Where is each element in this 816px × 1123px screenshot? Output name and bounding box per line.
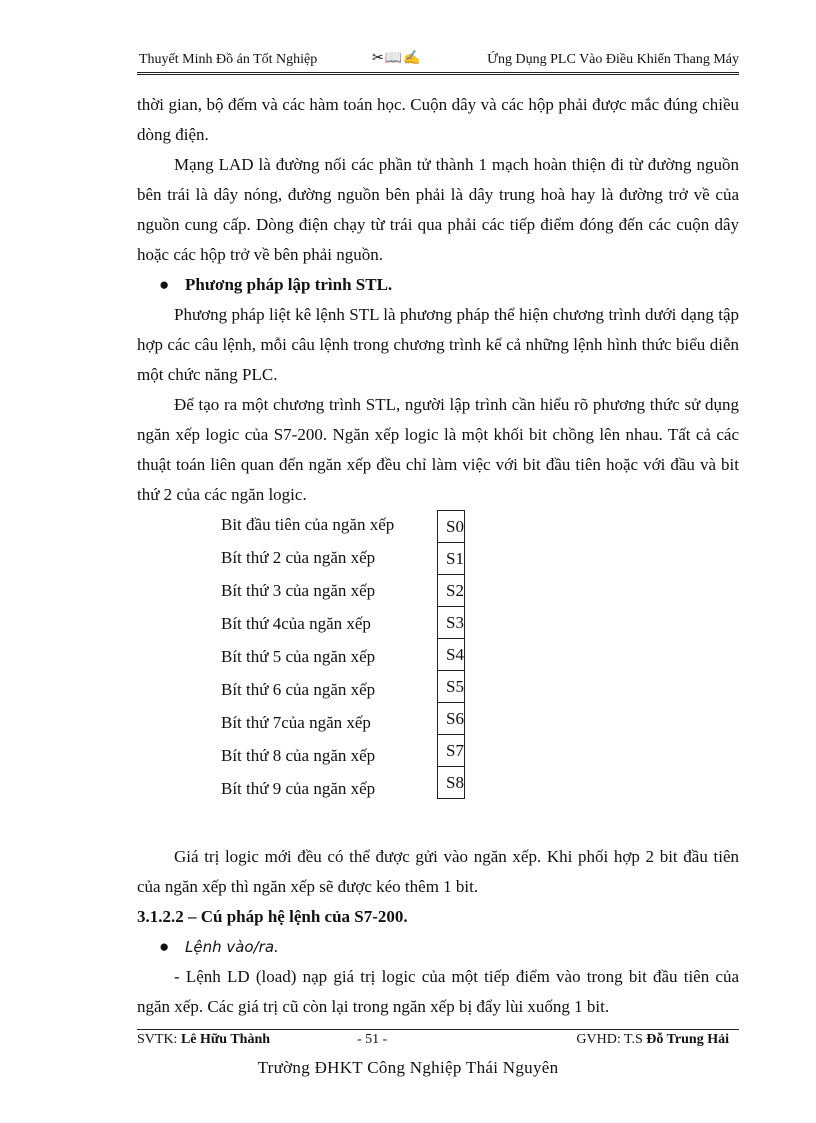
stack-label: Bit đầu tiên của ngăn xếp [221,515,395,534]
body-text-2 [137,842,739,1022]
stack-label: Bít thứ 6 của ngăn xếp [221,680,376,699]
bullet-icon: ● [159,937,170,956]
footer-advisor [576,1032,729,1048]
stack-label: Bít thứ 9 của ngăn xếp [221,779,376,798]
stack-cell: S8 [438,767,465,799]
stack-cell: S2 [438,575,465,607]
stack-cell: S0 [438,511,465,543]
stack-label: Bít thứ 7của ngăn xếp [221,713,371,732]
paragraph-6: - Lệnh LD (load) nạp giá trị logic của một tiếp điểm vào trong bit đầu tiên của ngăn xếp. Các giá trị cũ còn lại trong ngăn xếp bị đẩy lùi xuống 1 bit. [137,967,739,1016]
stack-label: Bít thứ 8 của ngăn xếp [221,746,376,765]
footer-advisor-name: Đỗ Trung Hải [646,1032,729,1047]
footer-student [137,1032,270,1048]
footer-student-name: Lê Hữu Thành [180,1032,271,1047]
bullet-stl-method [137,270,739,300]
stack-cell: S1 [438,543,465,575]
page-number: - 51 - [357,1032,388,1047]
stack-labels [221,510,435,807]
footer-advisor-label: GVHD: T.S [576,1032,647,1047]
stack-cell: S3 [438,607,465,639]
stack-label: Bít thứ 2 của ngăn xếp [221,548,376,567]
section-heading: 3.1.2.2 – Cú pháp hệ lệnh của S7-200. [137,907,408,926]
paragraph-2: Mạng LAD là đường nối các phần tử thành 1 mạch hoàn thiện đi từ đường nguồn bên trái là dây nóng, đường nguồn bên phải là dây trung hoà hay là đường trở về của nguồn cung cấp. Dòng điện chạy từ trái qua phải các tiếp điểm đóng đến các cuộn dây hoặc các hộp trở về bên phải nguồn. [137,155,739,264]
stack-label: Bít thứ 3 của ngăn xếp [221,581,376,600]
paragraph-3: Phương pháp liệt kê lệnh STL là phương pháp thể hiện chương trình dưới dạng tập hợp các câu lệnh, mỗi câu lệnh trong chương trình kể cả những lệnh hình thức biểu diễn một chức năng PLC. [137,305,739,384]
bullet-icon: ● [159,275,170,294]
stack-cell: S6 [438,703,465,735]
header-ornament-icon: ✂📖✍ [372,51,422,66]
stack-table [437,510,465,799]
stack-cell: S7 [438,735,465,767]
stack-label: Bít thứ 5 của ngăn xếp [221,647,376,666]
header-divider [137,74,739,75]
stack-label: Bít thứ 4của ngăn xếp [221,614,371,633]
footer-student-label: SVTK: [137,1032,181,1047]
school-name: Trường ĐHKT Công Nghiệp Thái Nguyên [257,1058,559,1077]
paragraph-5: Giá trị logic mới đều có thể được gửi vào ngăn xếp. Khi phối hợp 2 bit đầu tiên của ngăn xếp thì ngăn xếp sẽ được kéo thêm 1 bit. [137,847,739,896]
bullet-stl-label: Phương pháp lập trình STL. [185,275,393,294]
body-text [137,90,739,510]
page-header [137,50,739,73]
header-right-title: Ứng Dụng PLC Vào Điều Khiển Thang Máy [487,52,739,67]
footer-divider [137,1029,739,1030]
bullet-io-label: Lệnh vào/ra. [185,938,279,956]
paragraph-1: thời gian, bộ đếm và các hàm toán học. Cuộn dây và các hộp phải được mắc đúng chiều dòng điện. [137,95,739,144]
header-left-title: Thuyết Minh Đồ án Tốt Nghiệp [139,52,318,67]
stack-cell: S5 [438,671,465,703]
paragraph-4: Để tạo ra một chương trình STL, người lập trình cần hiểu rõ phương thức sử dụng ngăn xếp logic của S7-200. Ngăn xếp logic là một khối bit chồng lên nhau. Tất cả các thuật toán liên quan đến ngăn xếp đều chỉ làm việc với bit đầu tiên hoặc với đầu và bit thứ 2 của các ngăn logic. [137,395,739,504]
bullet-io-commands [137,932,739,962]
stack-cell: S4 [438,639,465,671]
